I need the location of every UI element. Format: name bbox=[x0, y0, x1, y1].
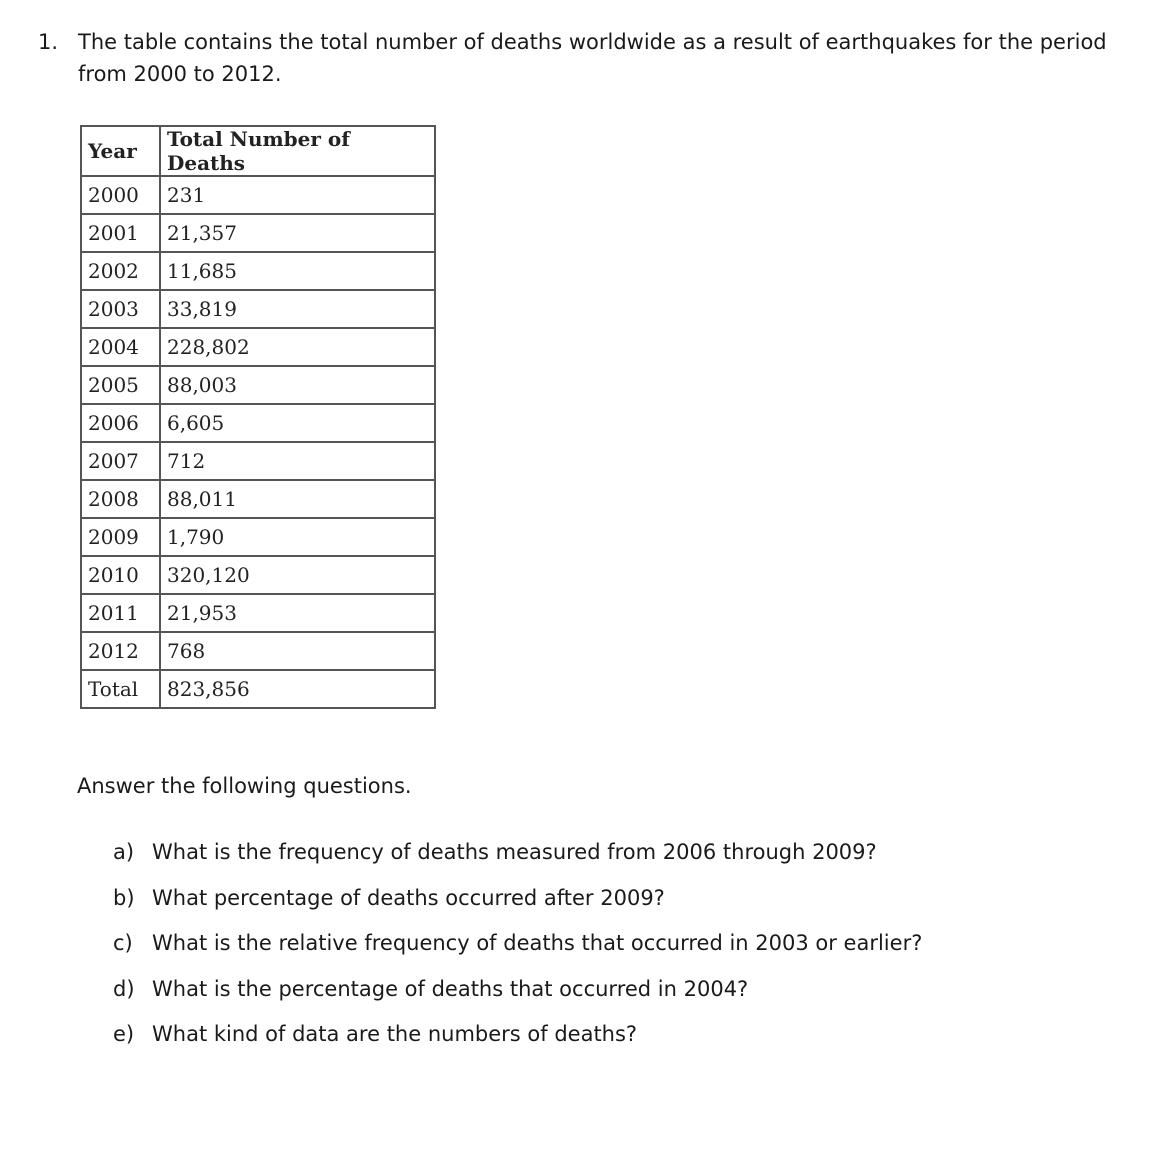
instruction-text: Answer the following questions. bbox=[77, 774, 412, 798]
deaths-cell: 11,685 bbox=[160, 252, 435, 290]
table-row bbox=[81, 442, 435, 480]
column-header-year: Year bbox=[81, 126, 160, 176]
question-label: b) bbox=[113, 885, 135, 910]
question-item bbox=[113, 973, 1113, 1019]
question-text: What kind of data are the numbers of deaths? bbox=[152, 1022, 638, 1046]
year-cell: 2007 bbox=[81, 442, 160, 480]
deaths-cell: 712 bbox=[160, 442, 435, 480]
table-row bbox=[81, 594, 435, 632]
year-cell: 2009 bbox=[81, 518, 160, 556]
year-cell: 2000 bbox=[81, 176, 160, 214]
year-cell: 2003 bbox=[81, 290, 160, 328]
table-body bbox=[81, 176, 435, 708]
deaths-cell: 231 bbox=[160, 176, 435, 214]
question-label: a) bbox=[113, 840, 135, 864]
deaths-cell: 320,120 bbox=[160, 556, 435, 594]
column-header-deaths: Total Number of Deaths bbox=[160, 126, 435, 176]
deaths-table bbox=[80, 125, 436, 709]
table-header-row bbox=[81, 126, 435, 176]
table-row bbox=[81, 556, 435, 594]
table-row bbox=[81, 328, 435, 366]
table-row bbox=[81, 518, 435, 556]
deaths-cell: 21,953 bbox=[160, 594, 435, 632]
table-row bbox=[81, 670, 435, 708]
problem-text: The table contains the total number of deaths worldwide as a result of earthquakes for the period from 2000 to 2012. bbox=[78, 30, 1107, 86]
question-item bbox=[113, 927, 1113, 973]
year-cell: 2010 bbox=[81, 556, 160, 594]
question-item bbox=[113, 882, 1113, 928]
year-cell: Total bbox=[81, 670, 160, 708]
question-text: What is the percentage of deaths that occurred in 2004? bbox=[152, 976, 749, 1001]
deaths-cell: 88,011 bbox=[160, 480, 435, 518]
question-label: d) bbox=[113, 976, 135, 1001]
question-text: What is the frequency of deaths measured from 2006 through 2009? bbox=[152, 840, 877, 864]
table-row bbox=[81, 404, 435, 442]
deaths-cell: 21,357 bbox=[160, 214, 435, 252]
year-cell: 2005 bbox=[81, 366, 160, 404]
deaths-cell: 33,819 bbox=[160, 290, 435, 328]
question-label: c) bbox=[113, 931, 133, 955]
question-label: e) bbox=[113, 1022, 135, 1046]
table-row bbox=[81, 176, 435, 214]
question-list bbox=[113, 836, 1113, 1064]
deaths-table-container bbox=[80, 125, 436, 709]
year-cell: 2004 bbox=[81, 328, 160, 366]
problem-statement bbox=[38, 26, 1138, 90]
table-row bbox=[81, 366, 435, 404]
table-row bbox=[81, 252, 435, 290]
deaths-cell: 228,802 bbox=[160, 328, 435, 366]
year-cell: 2008 bbox=[81, 480, 160, 518]
problem-number: 1. bbox=[38, 30, 59, 54]
table-row bbox=[81, 632, 435, 670]
year-cell: 2001 bbox=[81, 214, 160, 252]
table-row bbox=[81, 290, 435, 328]
year-cell: 2002 bbox=[81, 252, 160, 290]
question-text: What percentage of deaths occurred after 2009? bbox=[152, 885, 665, 910]
year-cell: 2006 bbox=[81, 404, 160, 442]
deaths-cell: 6,605 bbox=[160, 404, 435, 442]
year-cell: 2012 bbox=[81, 632, 160, 670]
table-row bbox=[81, 214, 435, 252]
deaths-cell: 88,003 bbox=[160, 366, 435, 404]
table-row bbox=[81, 480, 435, 518]
question-item bbox=[113, 836, 1113, 882]
question-text: What is the relative frequency of deaths that occurred in 2003 or earlier? bbox=[152, 931, 923, 955]
question-item bbox=[113, 1018, 1113, 1064]
deaths-cell: 1,790 bbox=[160, 518, 435, 556]
deaths-cell: 768 bbox=[160, 632, 435, 670]
deaths-cell: 823,856 bbox=[160, 670, 435, 708]
year-cell: 2011 bbox=[81, 594, 160, 632]
